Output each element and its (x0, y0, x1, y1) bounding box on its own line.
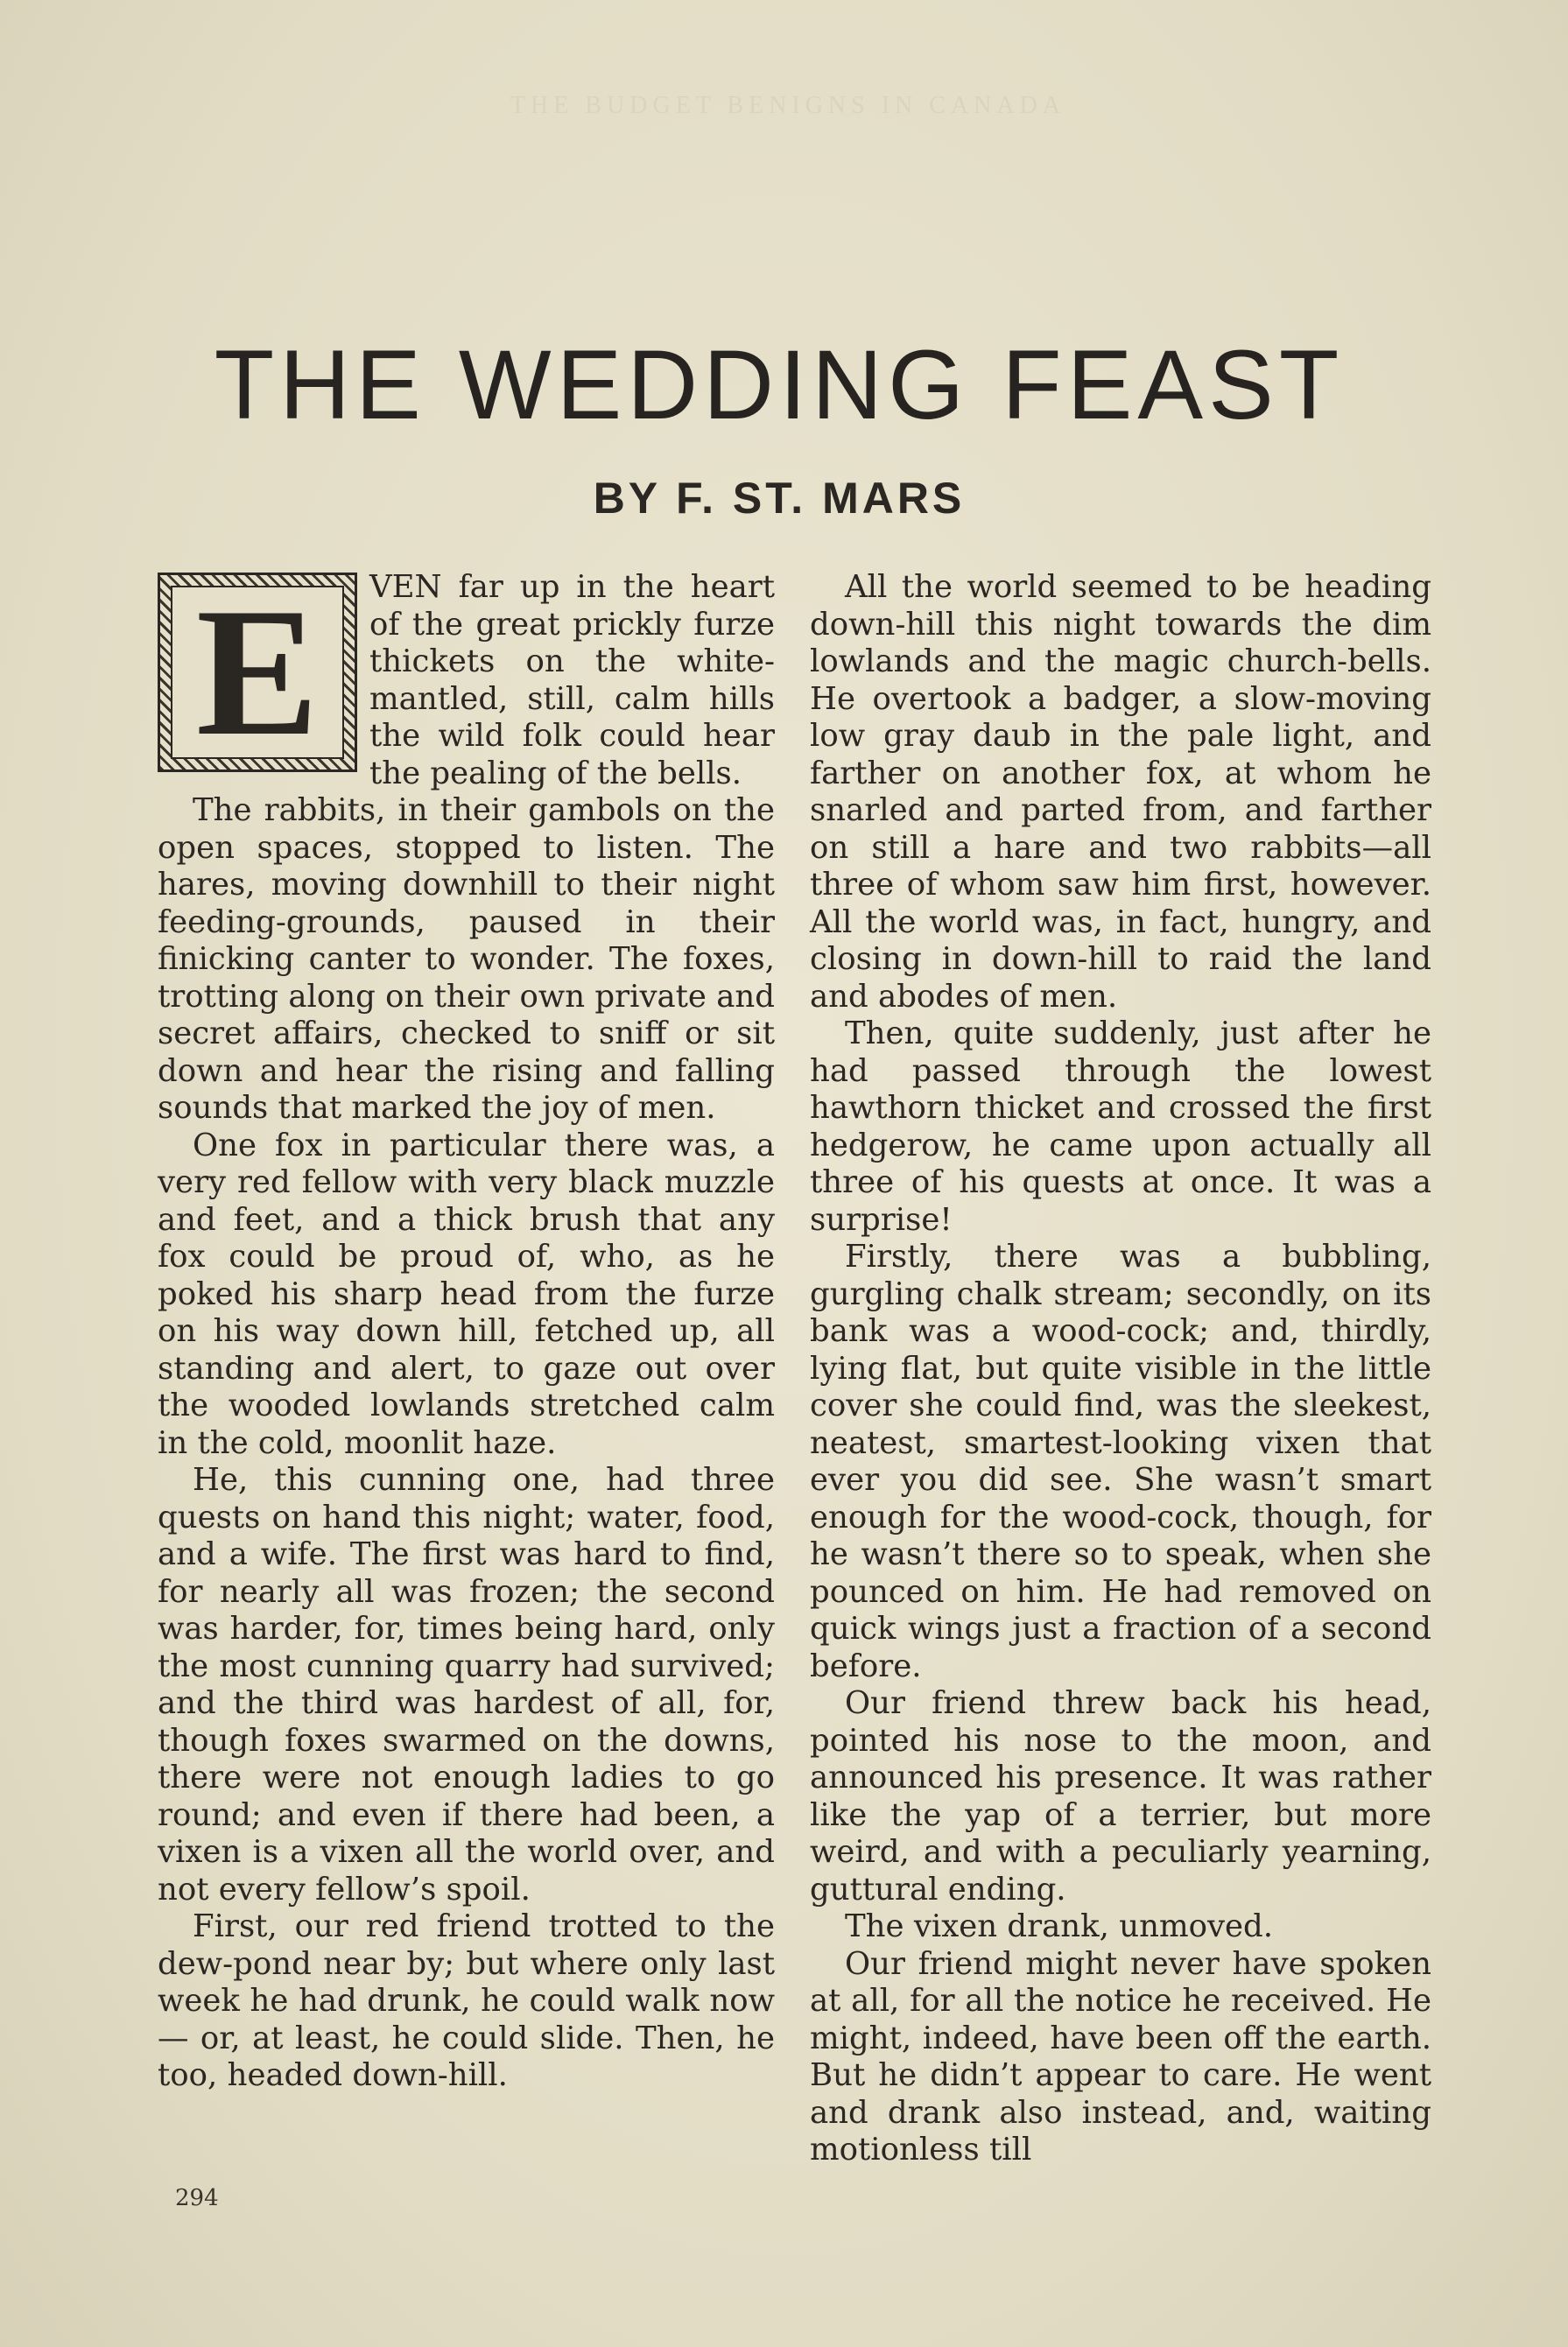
paragraph: Our friend threw back his head, pointed his nose to the moon, and announced his presence. It was rather like the yap of a terrier, but more weird, and with a peculiarly yearning, guttural ending. (810, 1685, 1431, 1908)
article-title: THE WEDDING FEAST (214, 330, 1345, 439)
left-column (158, 569, 775, 2095)
paragraph: One fox in particular there was, a very red fellow with very black muzzle and feet, and a thick brush that any fox could be proud of, who, as he poked his sharp head from the furze on his way down hill, fetched up, all standing and alert, to gaze out over the wooded lowlands stretched calm in the cold, moonlit haze. (158, 1127, 775, 1461)
paragraph: VEN far up in the heart of the great prickly furze thickets on the white-mantled, still, calm hills the wild folk could hear the pealing of the bells. (369, 569, 775, 791)
paragraph: The rabbits, in their gambols on the open spaces, stopped to listen. The hares, moving downhill to their night feeding-grounds, paused in their finicking canter to wonder. The foxes, trotting along on their own private and secret affairs, checked to sniff or sit down and hear the rising and falling sounds that marked the joy of men. (158, 792, 775, 1126)
paragraph: Our friend might never have spoken at all, for all the notice he received. He might, indeed, have been off the earth. But he didn’t appear to care. He went and drank also instead, and, waiting motionless till (810, 1945, 1431, 2168)
paragraph: First, our red friend trotted to the dew-pond near by; but where only last week he had drunk, he could walk now — or, at least, he could slide. Then, he too, headed down-hill. (158, 1908, 775, 2093)
page-number: 294 (175, 2185, 219, 2211)
paragraph: All the world seemed to be heading down-hill this night towards the dim lowlands and the magic church-bells. He overtook a badger, a slow-moving low gray daub in the pale light, and farther on another fox, at whom he snarled and parted from, and farther on still a hare and two rabbits—all three of whom saw him first, however. All the world was, in fact, hungry, and closing in down-hill to raid the land and abodes of men. (810, 569, 1431, 1015)
article-byline: BY F. ST. MARS (593, 474, 966, 523)
drop-cap-letter: E (171, 586, 344, 759)
paragraph: Firstly, there was a bubbling, gurgling chalk stream; secondly, on its bank was a wood-cock; and, thirdly, lying flat, but quite visible in the little cover she could find, was the sleekest, neatest, smartest-looking vixen that ever you did see. She wasn’t smart enough for the wood-cock, though, for he wasn’t there so to speak, when she pounced on him. He had removed on quick wings just a fraction of a second before. (810, 1239, 1431, 1684)
paragraph: The vixen drank, unmoved. (845, 1908, 1274, 1944)
right-column (810, 569, 1431, 2169)
decorative-drop-cap (158, 573, 357, 772)
paragraph: He, this cunning one, had three quests on hand this night; water, food, and a wife. The first was hard to find, for nearly all was frozen; the second was harder, for, times being hard, only the most cunning quarry had survived; and the third was hardest of all, for, though foxes swarmed on the downs, there were not enough ladies to go round; and even if there had been, a vixen is a vixen all the world over, and not every fellow’s spoil. (158, 1462, 775, 1908)
bleed-through-running-head: THE BUDGET BENIGNS IN CANADA (510, 92, 1066, 119)
paragraph: Then, quite suddenly, just after he had passed through the lowest hawthorn thicket and crossed the first hedgerow, he came upon actually all three of his quests at once. It was a surprise! (810, 1015, 1431, 1238)
